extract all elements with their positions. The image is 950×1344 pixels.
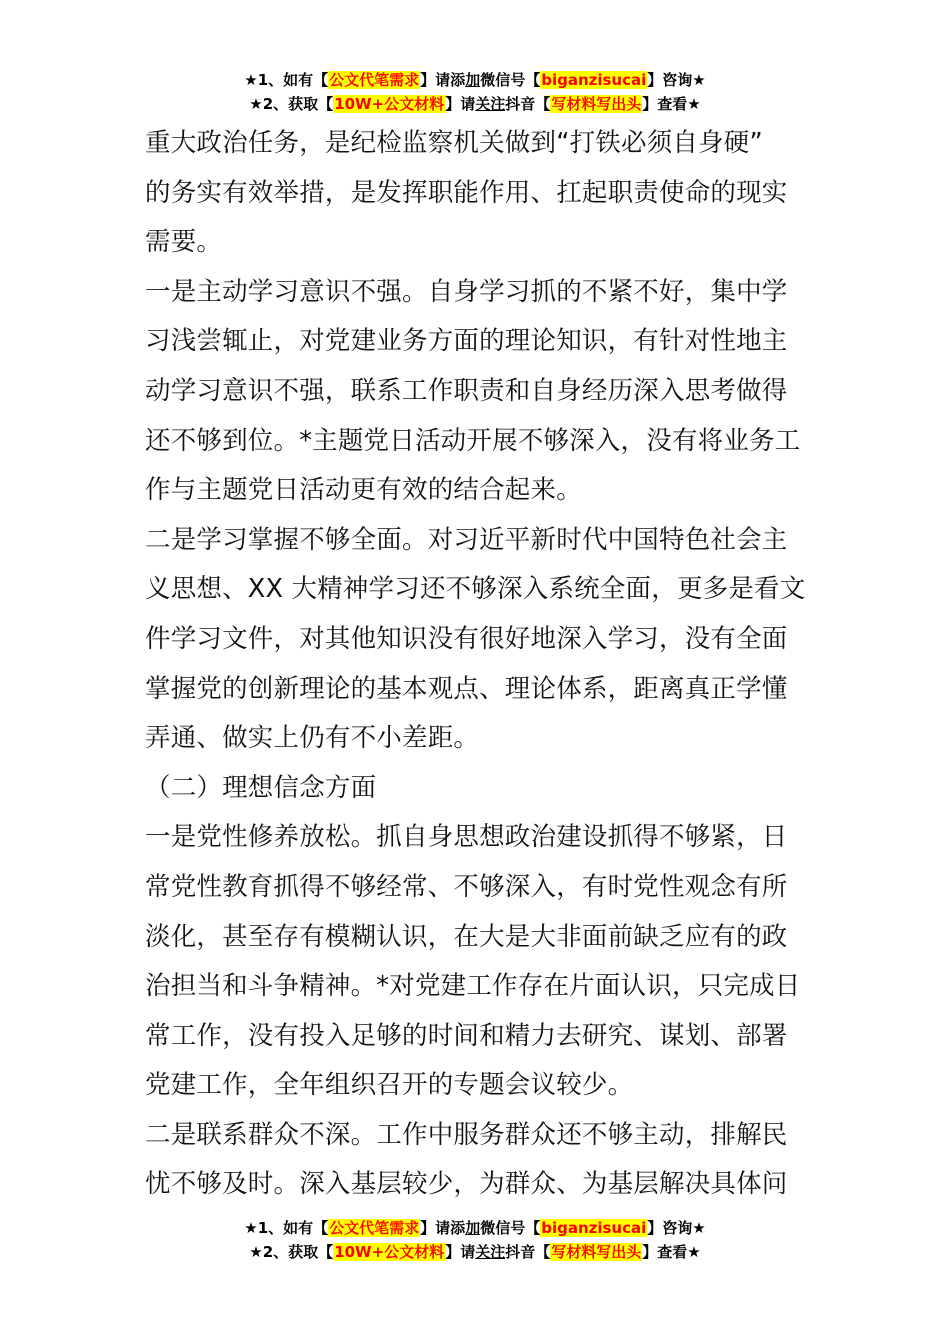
banner-highlight: biganzisucai (541, 1219, 647, 1237)
banner-text: 微信号【 (480, 71, 541, 89)
banner-highlight: 写材料写出头 (551, 95, 642, 113)
banner-highlight: biganzisucai (541, 71, 647, 89)
body-line: 义思想、XX 大精神学习还不够深入系统全面，更多是看文 (145, 574, 806, 605)
banner-text: ★2、获取【 (249, 95, 334, 113)
body-line: 常工作，没有投入足够的时间和精力去研究、谋划、部署 (145, 1020, 788, 1051)
body-line: 治担当和斗争精神。*对党建工作存在片面认识，只完成日 (145, 971, 801, 1002)
banner-text: 】查看★ (642, 95, 701, 113)
body-line: 常党性教育抓得不够经常、不够深入，有时党性观念有所 (145, 871, 788, 902)
banner-highlight: 公文代笔需求 (329, 71, 420, 89)
body-line: 重大政治任务，是纪检监察机关做到“打铁必须自身硬” (145, 128, 763, 158)
banner-highlight: 写材料写出头 (551, 1243, 642, 1261)
banner-text: 】查看★ (642, 1243, 701, 1261)
banner-underlined: 加 (465, 1219, 481, 1237)
body-line: 二是联系群众不深。工作中服务群众还不够主动，排解民 (145, 1119, 788, 1150)
body-line: 忧不够及时。深入基层较少，为群众、为基层解决具体问 (145, 1169, 788, 1200)
body-line: 习浅尝辄止，对党建业务方面的理论知识，有针对性地主 (145, 326, 788, 357)
document-body (145, 119, 810, 1210)
body-line: 还不够到位。*主题党日活动开展不够深入，没有将业务工 (145, 425, 801, 456)
section-heading: （二）理想信念方面 (145, 772, 377, 803)
banner-text: 微信号【 (480, 1219, 541, 1237)
body-line: 党建工作，全年组织召开的专题会议较少。 (145, 1070, 634, 1101)
banner-text: 抖音【 (505, 1243, 551, 1261)
body-line: 作与主题党日活动更有效的结合起来。 (145, 475, 582, 506)
body-line: 一是党性修养放松。抓自身思想政治建设抓得不够紧，日 (145, 822, 788, 853)
banner-highlight: 10W+公文材料 (334, 1243, 445, 1261)
body-line: 一是主动学习意识不强。自身学习抓的不紧不好，集中学 (145, 276, 788, 307)
body-line: 件学习文件，对其他知识没有很好地深入学习，没有全面 (145, 623, 788, 654)
banner-line-2 (0, 1240, 950, 1264)
body-line: 淡化，甚至存有模糊认识，在大是大非面前缺乏应有的政 (145, 921, 788, 952)
body-line: 动学习意识不强，联系工作职责和自身经历深入思考做得 (145, 375, 788, 406)
body-line: 弄通、做实上仍有不小差距。 (145, 723, 480, 754)
body-line: 掌握党的创新理论的基本观点、理论体系，距离真正学懂 (145, 673, 788, 704)
body-line: 二是学习掌握不够全面。对习近平新时代中国特色社会主 (145, 524, 788, 555)
banner-highlight: 公文代笔需求 (329, 1219, 420, 1237)
banner-underlined: 加 (465, 71, 481, 89)
banner-line-2 (0, 92, 950, 116)
body-line: 需要。 (145, 227, 223, 258)
banner-underlined: 关注 (475, 1243, 506, 1261)
banner-text: ★1、如有【 (244, 71, 329, 89)
body-line: 的务实有效举措，是发挥职能作用、扛起职责使命的现实 (145, 177, 788, 208)
banner-text: ★2、获取【 (249, 1243, 334, 1261)
banner-line-1 (0, 68, 950, 92)
banner-text: 】咨询★ (647, 1219, 706, 1237)
banner-text: ★1、如有【 (244, 1219, 329, 1237)
banner-text: 抖音【 (505, 95, 551, 113)
banner-text: 】咨询★ (647, 71, 706, 89)
header-banner (0, 68, 950, 116)
banner-text: 】请 (445, 95, 476, 113)
banner-text: 】请 (445, 1243, 476, 1261)
footer-banner (0, 1216, 950, 1264)
banner-text: 】请添 (420, 1219, 466, 1237)
banner-highlight: 10W+公文材料 (334, 95, 445, 113)
banner-underlined: 关注 (475, 95, 506, 113)
banner-line-1 (0, 1216, 950, 1240)
banner-text: 】请添 (420, 71, 466, 89)
